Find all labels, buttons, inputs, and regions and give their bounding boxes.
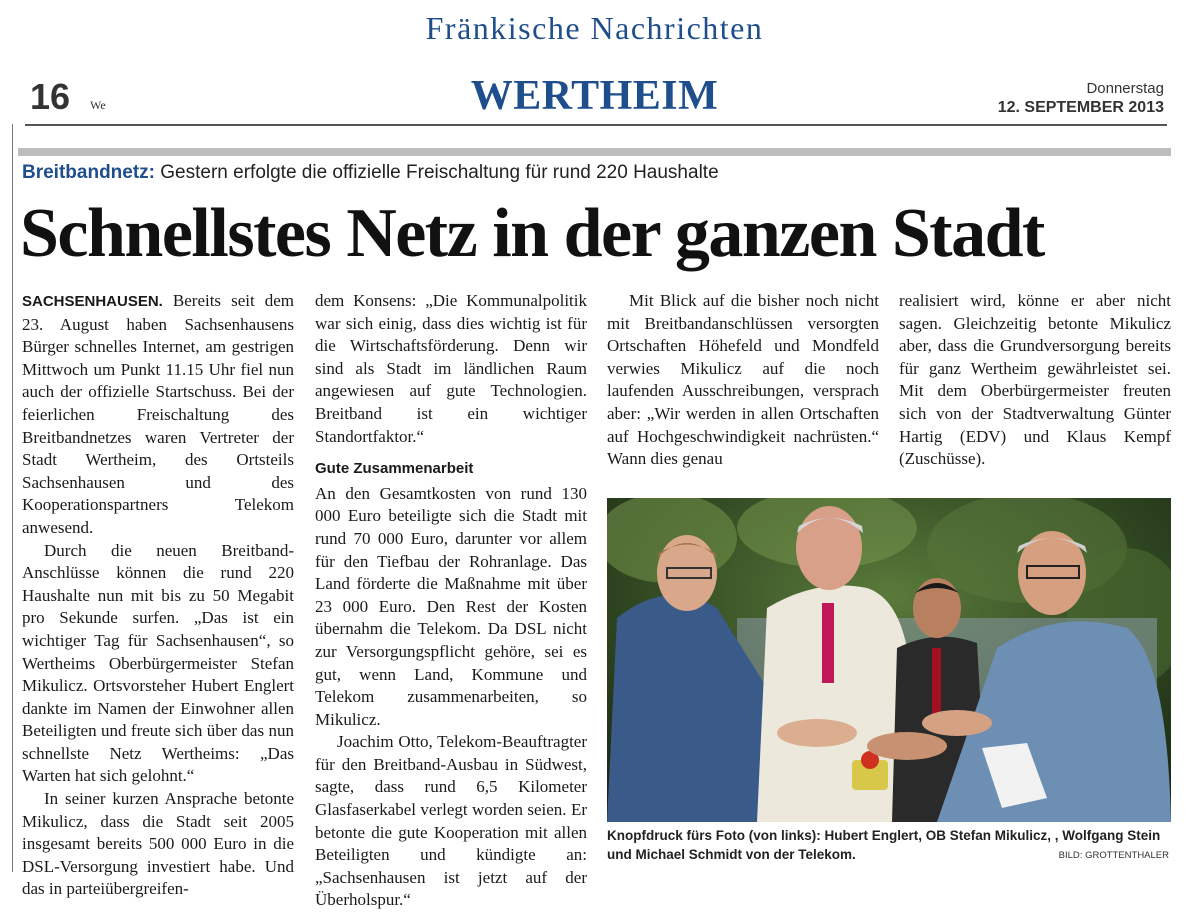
kicker-label: Breitbandnetz: xyxy=(22,162,155,183)
subheading: Gute Zusammenarbeit xyxy=(315,460,474,478)
issue-date: 12. SEPTEMBER 2013 xyxy=(997,99,1164,116)
paragraph-text: Bereits seit dem 23. August haben Sachsenhausens Bürger schnelles Internet, am gestrigen Mittwoch um Punkt 11.15 Uhr fiel nun auch der offizielle Startschuss. Bei der feierlichen Freischaltung des Breitbandnetzes waren Vertreter der Stadt Wertheim, des Ortsteils Sachsenhausen und des Kooperationspartners Telekom anwesend. xyxy=(22,291,294,537)
photo-credit: BILD: GROTTENTHALER xyxy=(1058,850,1169,861)
edition-code: We xyxy=(90,98,106,112)
paragraph xyxy=(22,290,294,540)
paragraph: realisiert wird, könne er aber nicht sagen. Gleichzeitig betonte Mikulicz aber, dass die Grundversorgung bereits für ganz Wertheim gewährleistet sei. Mit dem Oberbürgermeister freuten sich von der Stadtverwaltung Günter Hartig (EDV) und Klaus Kempf (Zuschüsse). xyxy=(899,291,1171,469)
paragraph: dem Konsens: „Die Kommunalpolitik war sich einig, dass dies wichtig ist für die Wirtschaftsförderung. Denn wir sind als Stadt im ländlichen Raum angewiesen auf gute Technologien. Breitband ist ein wichtiger Standortfaktor.“ xyxy=(315,291,587,446)
kicker-text: Gestern erfolgte die offizielle Freischaltung für rund 220 Haushalte xyxy=(155,162,719,183)
header-rule xyxy=(25,124,1167,126)
paragraph: An den Gesamtkosten von rund 130 000 Euro beteiligte sich die Stadt mit rund 70 000 Euro, darunter vor allem für den Tiefbau der Rohranlage. Das Land förderte die Maßnahme mit über 23 000 Euro. Den Rest der Kosten übernahm die Telekom. Da DSL nicht zur Versorgungspflicht gehöre, sei es gut, wenn Land, Kommune und Telekom zusammenarbeiten, so Mikulicz. xyxy=(315,483,587,729)
page-number: 16 xyxy=(30,76,71,117)
dateline: SACHSENHAUSEN. xyxy=(22,293,163,310)
weekday: Donnerstag xyxy=(1086,80,1164,97)
kicker xyxy=(22,162,719,184)
masthead-title: Fränkische Nachrichten xyxy=(425,10,764,46)
paragraph: Mit Blick auf die bisher noch nicht mit Breitbandanschlüssen versorgten Ortschaften Höhefeld und Mondfeld verwies Mikulicz auf die noch laufenden Ausschreibungen, versprach aber: „Wir werden in allen Ortschaften auf Hochgeschwindigkeit nachrüsten.“ Wann dies genau xyxy=(607,291,879,469)
article-column-2 xyxy=(315,290,587,912)
paragraph: In seiner kurzen Ansprache betonte Mikulicz, dass die Stadt seit 2005 insgesamt bereits 500 000 Euro in die DSL-Versorgung investiert habe. Und das in parteiübergreifen- xyxy=(22,789,294,899)
date-block xyxy=(998,80,1164,117)
page-edge-rule xyxy=(12,124,13,872)
press-photo-illustration xyxy=(607,498,1171,822)
headline: Schnellstes Netz in der ganzen Stadt xyxy=(20,195,1044,272)
article-top-bar xyxy=(18,148,1171,156)
section-title: WERTHEIM xyxy=(470,73,719,119)
press-photo xyxy=(607,498,1171,822)
article-column-1 xyxy=(22,290,294,901)
photo-caption: Knopfdruck fürs Foto (von links): Hubert Englert, OB Stefan Mikulicz, , Wolfgang Stein und Michael Schmidt von der Telekom. xyxy=(607,828,1161,862)
article-column-3 xyxy=(607,290,879,471)
paragraph: Durch die neuen Breitband-Anschlüsse können die rund 220 Haushalte nun mit bis zu 50 Megabit pro Sekunde surfen. „Das ist ein wichtiger Tag für Sachsenhausen“, so Wertheims Oberbürgermeister Stefan Mikulicz. Ortsvorsteher Hubert Englert dankte im Namen der Einwohner allen Beteiligten und freute sich über das nun schnellste Netz Wertheims: „Das Warten hat sich gelohnt.“ xyxy=(22,540,294,786)
article-column-4 xyxy=(899,290,1171,471)
paragraph: Joachim Otto, Telekom-Beauftragter für den Breitband-Ausbau in Südwest, sagte, dass rund 6,5 Kilometer Glasfaserkabel verlegt worden seien. Er betonte die gute Kooperation mit allen Beteiligten und kündigte an: „Sachsenhausen ist jetzt auf der Überholspur.“ xyxy=(315,732,587,910)
